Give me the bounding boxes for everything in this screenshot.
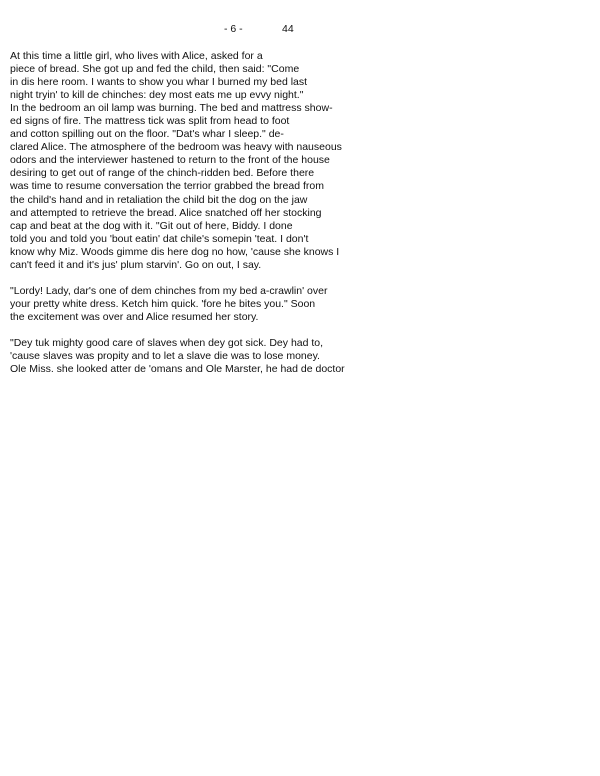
text-line: was time to resume conversation the terrior grabbed the bread from: [10, 180, 324, 193]
paragraph-chinches-story: [10, 50, 590, 272]
text-line: odors and the interviewer hastened to return to the front of the house: [10, 154, 330, 167]
text-line: the excitement was over and Alice resumed her story.: [10, 310, 259, 323]
page-header: [0, 23, 600, 37]
text-line: "Lordy! Lady, dar's one of dem chinches from my bed a-crawlin' over: [10, 284, 328, 297]
text-line: In the bedroom an oil lamp was burning. The bed and mattress show-: [10, 102, 333, 115]
text-line: the child's hand and in retaliation the child bit the dog on the jaw: [10, 193, 308, 206]
text-line: can't feed it and it's jus' plum starvin'. Go on out, I say.: [10, 258, 262, 271]
text-line: and cotton spilling out on the floor. "Dat's whar I sleep." de-: [10, 128, 284, 141]
page-number: - 6 -: [224, 23, 243, 35]
page-id: 44: [282, 23, 294, 35]
text-line: ed signs of fire. The mattress tick was split from head to foot: [10, 115, 290, 128]
text-line: "Dey tuk mighty good care of slaves when dey got sick. Dey had to,: [10, 336, 324, 349]
text-line: your pretty white dress. Ketch him quick. 'fore he bites you." Soon: [10, 297, 316, 310]
paragraph-lordy-lady: [10, 285, 590, 324]
text-line: know why Miz. Woods gimme dis here dog no how, 'cause she knows I: [10, 245, 340, 258]
text-line: and attempted to retrieve the bread. Alice snatched off her stocking: [10, 206, 322, 219]
text-line: Ole Miss. she looked atter de 'omans and Ole Marster, he had de doctor: [10, 363, 345, 376]
text-line: night tryin' to kill de chinches: dey most eats me up evvy night.": [10, 89, 304, 102]
text-line: clared Alice. The atmosphere of the bedroom was heavy with nauseous: [10, 141, 342, 154]
document-body: [10, 50, 590, 389]
text-line: in dis here room. I wants to show you whar I burned my bed last: [10, 76, 308, 89]
text-line: piece of bread. She got up and fed the child, then said: "Come: [10, 63, 300, 76]
text-line: cap and beat at the dog with it. "Git out of here, Biddy. I done: [10, 219, 293, 232]
text-line: told you and told you 'bout eatin' dat chile's somepin 'teat. I don't: [10, 232, 309, 245]
text-line: desiring to get out of range of the chinch-ridden bed. Before there: [10, 167, 315, 180]
text-line: At this time a little girl, who lives with Alice, asked for a: [10, 50, 263, 62]
paragraph-slave-care: [10, 337, 590, 376]
text-line: 'cause slaves was propity and to let a slave die was to lose money.: [10, 349, 320, 362]
